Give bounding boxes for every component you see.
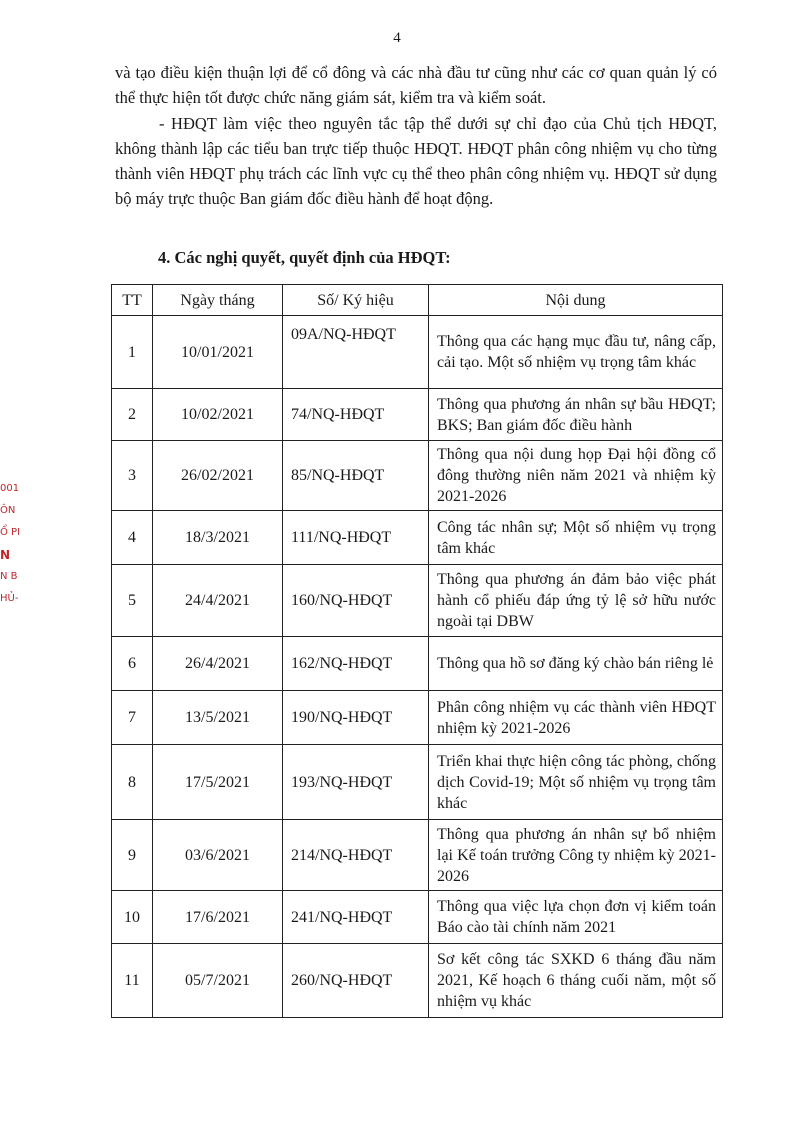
row-content: Thông qua việc lựa chọn đơn vị kiểm toán Báo cào tài chính năm 2021 <box>429 891 723 944</box>
paragraph-intro: và tạo điều kiện thuận lợi để cổ đông và các nhà đầu tư cũng như các cơ quan quản lý có thể thực hiện tốt được chức năng giám sát, kiểm tra và kiểm soát. <box>115 63 717 107</box>
table-header-row <box>112 285 723 316</box>
row-date: 03/6/2021 <box>153 820 283 891</box>
stamp-text: N <box>0 548 11 562</box>
row-symbol: 241/NQ-HĐQT <box>283 891 429 944</box>
row-symbol: 160/NQ-HĐQT <box>283 565 429 637</box>
table-row <box>112 944 723 1018</box>
row-date: 10/01/2021 <box>153 316 283 389</box>
row-date: 26/02/2021 <box>153 441 283 511</box>
row-no: 8 <box>112 745 153 820</box>
row-date: 17/5/2021 <box>153 745 283 820</box>
header-date: Ngày tháng <box>153 285 283 316</box>
table-row <box>112 316 723 389</box>
page-number: 4 <box>393 30 401 46</box>
row-no: 11 <box>112 944 153 1018</box>
row-no: 3 <box>112 441 153 511</box>
row-symbol: 162/NQ-HĐQT <box>283 637 429 691</box>
company-stamp-fragment <box>0 478 20 610</box>
row-content: Thông qua các hạng mục đầu tư, nâng cấp, cải tạo. Một số nhiệm vụ trọng tâm khác <box>429 316 723 389</box>
row-date: 10/02/2021 <box>153 389 283 441</box>
header-symbol: Số/ Ký hiệu <box>283 285 429 316</box>
row-date: 26/4/2021 <box>153 637 283 691</box>
row-no: 5 <box>112 565 153 637</box>
row-content: Triển khai thực hiện công tác phòng, chống dịch Covid-19; Một số nhiệm vụ trọng tâm khác <box>429 745 723 820</box>
row-date: 18/3/2021 <box>153 511 283 565</box>
paragraph-board-principles: - HĐQT làm việc theo nguyên tắc tập thể dưới sự chỉ đạo của Chủ tịch HĐQT, không thành lập các tiểu ban trực tiếp thuộc HĐQT. HĐQT phân công nhiệm vụ cho từng thành viên HĐQT phụ trách các lĩnh vực cụ thể theo phân công nhiệm vụ. HĐQT sử dụng bộ máy trực thuộc Ban giám đốc điều hành để hoạt động. <box>115 114 717 208</box>
row-no: 1 <box>112 316 153 389</box>
row-no: 6 <box>112 637 153 691</box>
table-row <box>112 389 723 441</box>
row-content: Thông qua phương án đảm bảo việc phát hành cổ phiếu đáp ứng tỷ lệ sở hữu nước ngoài tại DBW <box>429 565 723 637</box>
row-date: 24/4/2021 <box>153 565 283 637</box>
stamp-text: HỦ- <box>0 593 19 604</box>
section-heading: 4. Các nghị quyết, quyết định của HĐQT: <box>158 248 451 267</box>
row-content: Thông qua phương án nhân sự bổ nhiệm lại Kế toán trưởng Công ty nhiệm kỳ 2021-2026 <box>429 820 723 891</box>
table-row <box>112 565 723 637</box>
row-symbol: 111/NQ-HĐQT <box>283 511 429 565</box>
row-no: 4 <box>112 511 153 565</box>
row-symbol: 260/NQ-HĐQT <box>283 944 429 1018</box>
table-row <box>112 891 723 944</box>
row-content: Phân công nhiệm vụ các thành viên HĐQT nhiệm kỳ 2021-2026 <box>429 691 723 745</box>
table-row <box>112 691 723 745</box>
row-no: 9 <box>112 820 153 891</box>
table-row <box>112 441 723 511</box>
row-no: 7 <box>112 691 153 745</box>
row-content: Thông qua nội dung họp Đại hội đồng cổ đông thường niên năm 2021 và nhiệm kỳ 2021-2026 <box>429 441 723 511</box>
row-date: 13/5/2021 <box>153 691 283 745</box>
row-no: 10 <box>112 891 153 944</box>
stamp-text: Ổ PI <box>0 527 20 538</box>
row-content: Thông qua hồ sơ đăng ký chào bán riêng lẻ <box>429 637 723 691</box>
row-content: Công tác nhân sự; Một số nhiệm vụ trọng tâm khác <box>429 511 723 565</box>
row-date: 17/6/2021 <box>153 891 283 944</box>
row-no: 2 <box>112 389 153 441</box>
table-row <box>112 820 723 891</box>
row-symbol: 214/NQ-HĐQT <box>283 820 429 891</box>
resolutions-table <box>111 284 723 1018</box>
row-symbol: 193/NQ-HĐQT <box>283 745 429 820</box>
stamp-text: N B <box>0 571 18 582</box>
row-symbol: 74/NQ-HĐQT <box>283 389 429 441</box>
row-content: Thông qua phương án nhân sự bầu HĐQT; BKS; Ban giám đốc điều hành <box>429 389 723 441</box>
table-row <box>112 745 723 820</box>
row-content: Sơ kết công tác SXKD 6 tháng đầu năm 2021, Kế hoạch 6 tháng cuối năm, một số nhiệm vụ khác <box>429 944 723 1018</box>
row-symbol: 190/NQ-HĐQT <box>283 691 429 745</box>
stamp-text: 001 <box>0 483 20 494</box>
table-row <box>112 511 723 565</box>
header-content: Nội dung <box>429 285 723 316</box>
stamp-text: ÔN <box>0 505 16 516</box>
row-symbol: 85/NQ-HĐQT <box>283 441 429 511</box>
row-symbol: 09A/NQ-HĐQT <box>283 316 429 389</box>
header-no: TT <box>112 285 153 316</box>
table-row <box>112 637 723 691</box>
row-date: 05/7/2021 <box>153 944 283 1018</box>
